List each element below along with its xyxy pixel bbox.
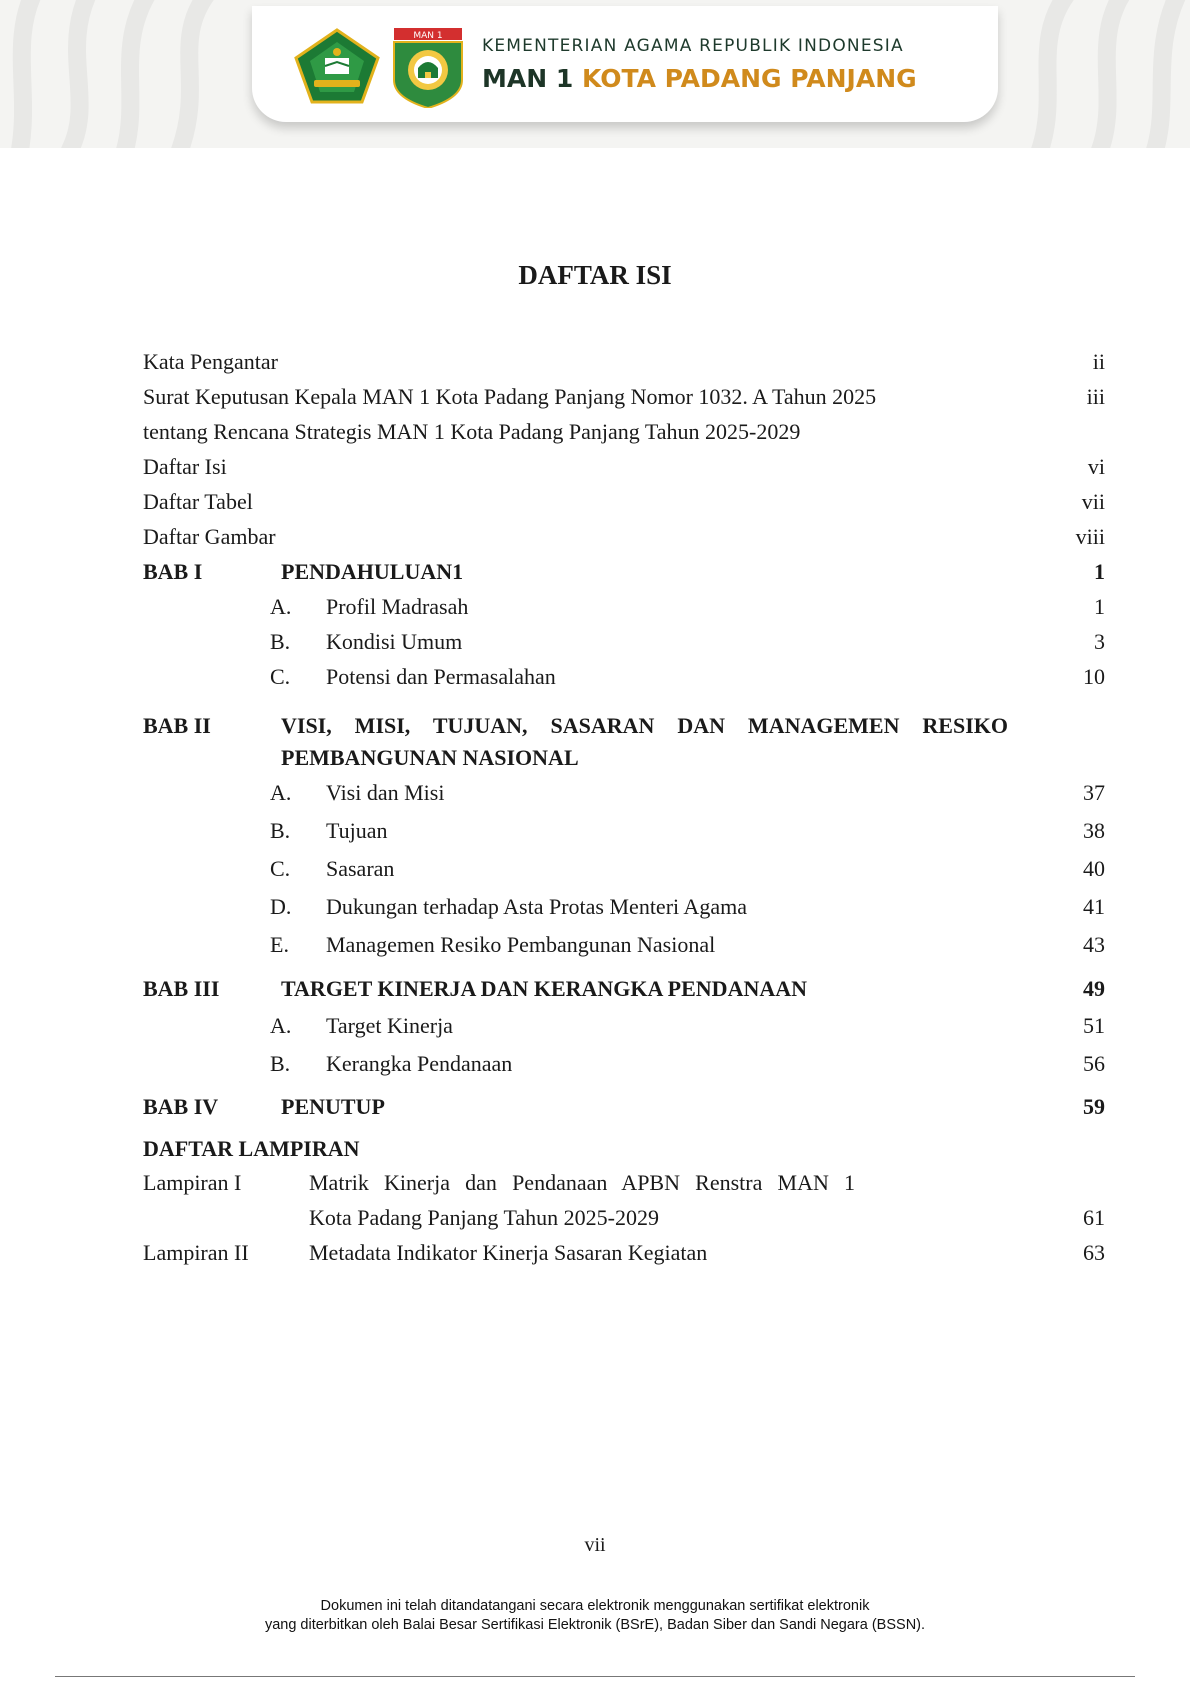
section-title: Sasaran [326, 856, 395, 881]
chapter-title: PENUTUP [281, 1094, 385, 1119]
section-title: Target Kinerja [326, 1013, 453, 1038]
section-letter: E. [270, 932, 289, 957]
section-page: 41 [1083, 894, 1105, 919]
section-title: Kondisi Umum [326, 629, 463, 654]
section-page: 56 [1083, 1051, 1105, 1076]
toc-page: viii [1075, 524, 1105, 549]
school-name-part1: MAN 1 [482, 64, 574, 93]
appendix-heading: DAFTAR LAMPIRAN [143, 1136, 360, 1161]
chapter-page: 1 [1094, 559, 1105, 584]
toc-page: vii [1081, 489, 1105, 514]
chapter-page: 49 [1083, 976, 1105, 1001]
chapter-page: 59 [1083, 1094, 1105, 1119]
school-name-part2: KOTA PADANG PANJANG [581, 64, 917, 93]
section-page: 1 [1094, 594, 1105, 619]
chapter-title: TARGET KINERJA DAN KERANGKA PENDANAAN [281, 976, 808, 1001]
ministry-name: KEMENTERIAN AGAMA REPUBLIK INDONESIA [482, 36, 904, 56]
chapter-number: BAB III [143, 976, 220, 1001]
section-title: Managemen Resiko Pembangunan Nasional [326, 932, 716, 957]
esignature-note [0, 1597, 1190, 1635]
section-letter: B. [270, 629, 291, 654]
toc-page: iii [1086, 384, 1105, 409]
toc-label: Daftar Isi [143, 454, 227, 479]
footer-divider [55, 1676, 1135, 1677]
chapter-number: BAB IV [143, 1094, 219, 1119]
appendix-title-continued: Kota Padang Panjang Tahun 2025-2029 [309, 1205, 660, 1230]
toc-label: Daftar Gambar [143, 524, 276, 549]
page-number: vii [584, 1534, 606, 1556]
section-letter: A. [270, 594, 292, 619]
esignature-note-line2: yang diterbitkan oleh Balai Besar Sertifikasi Elektronik (BSrE), Badan Siber dan Sandi Negara (BSSN). [264, 1617, 926, 1633]
appendix-label: Lampiran II [143, 1240, 249, 1265]
section-page: 40 [1083, 856, 1105, 881]
section-title: Potensi dan Permasalahan [326, 664, 556, 689]
section-title: Kerangka Pendanaan [326, 1051, 513, 1076]
section-letter: B. [270, 818, 291, 843]
section-title: Tujuan [326, 818, 388, 843]
toc-page: vi [1087, 454, 1105, 479]
section-letter: C. [270, 856, 291, 881]
toc-page: ii [1092, 349, 1105, 374]
toc-label: Kata Pengantar [143, 349, 278, 374]
section-page: 37 [1083, 780, 1105, 805]
toc-label-continued: tentang Rencana Strategis MAN 1 Kota Padang Panjang Tahun 2025-2029 [143, 419, 801, 444]
section-title: Dukungan terhadap Asta Protas Menteri Agama [326, 894, 747, 919]
section-page: 3 [1094, 629, 1105, 654]
section-letter: A. [270, 780, 292, 805]
chapter-title: VISI, MISI, TUJUAN, SASARAN DAN MANAGEMEN RESIKO [281, 713, 1008, 738]
section-page: 43 [1083, 932, 1105, 957]
appendix-page: 61 [1083, 1205, 1105, 1230]
section-letter: C. [270, 664, 291, 689]
section-page: 38 [1083, 818, 1105, 843]
esignature-note-line1: Dokumen ini telah ditandatangani secara elektronik menggunakan sertifikat elektronik [320, 1598, 870, 1614]
section-title: Visi dan Misi [326, 780, 445, 805]
page-title: DAFTAR ISI [518, 260, 672, 290]
chapter-number: BAB I [143, 559, 203, 584]
appendix-title: Matrik Kinerja dan Pendanaan APBN Renstra MAN 1 [309, 1170, 855, 1195]
svg-text:MAN 1: MAN 1 [413, 31, 443, 41]
section-page: 10 [1083, 664, 1105, 689]
section-letter: B. [270, 1051, 291, 1076]
section-page: 51 [1083, 1013, 1105, 1038]
toc-label: Daftar Tabel [143, 489, 253, 514]
section-letter: D. [270, 894, 292, 919]
chapter-title: PENDAHULUAN1 [281, 559, 464, 584]
appendix-label: Lampiran I [143, 1170, 242, 1195]
section-letter: A. [270, 1013, 292, 1038]
section-title: Profil Madrasah [326, 594, 469, 619]
chapter-title-continued: PEMBANGUNAN NASIONAL [281, 745, 579, 770]
appendix-page: 63 [1083, 1240, 1105, 1265]
chapter-number: BAB II [143, 713, 211, 738]
appendix-title: Metadata Indikator Kinerja Sasaran Kegiatan [309, 1240, 708, 1265]
toc-label: Surat Keputusan Kepala MAN 1 Kota Padang Panjang Nomor 1032. A Tahun 2025 [143, 384, 877, 409]
